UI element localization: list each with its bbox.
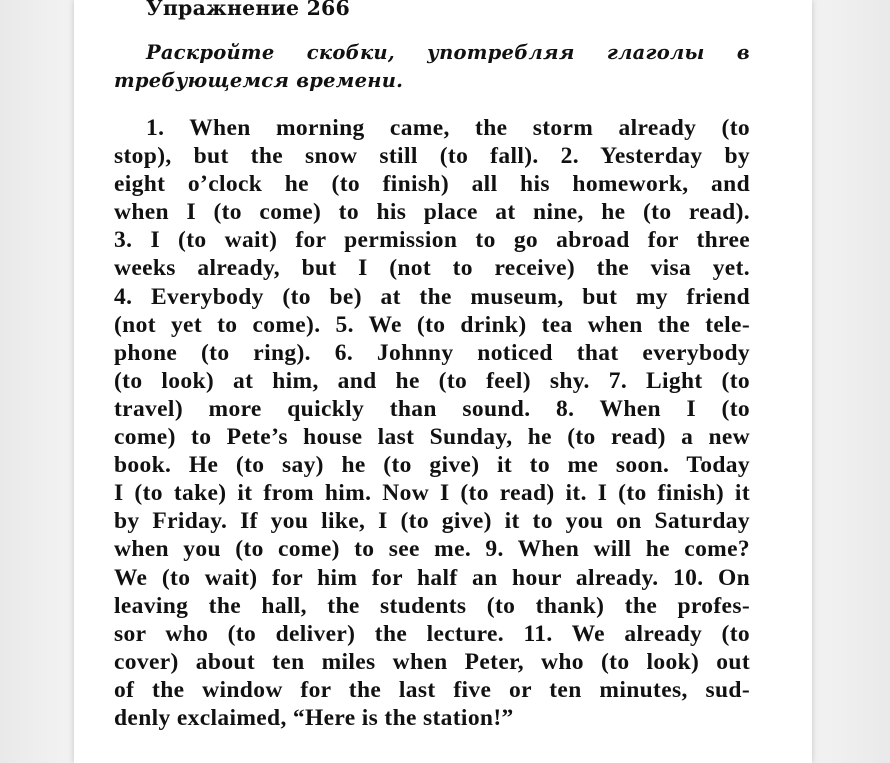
exercise-line: (to look) at him, and he (to feel) shy. 7. Light (to	[114, 367, 750, 394]
exercise-body	[114, 114, 750, 732]
exercise-line: (not yet to come). 5. We (to drink) tea when the tele-	[114, 311, 750, 338]
exercise-line: phone (to ring). 6. Johnny noticed that everybody	[114, 339, 750, 366]
exercise-line: 1. When morning came, the storm already (to	[146, 115, 750, 141]
exercise-line: denly exclaimed, “Here is the station!”	[114, 704, 514, 731]
exercise-line: leaving the hall, the students (to thank) the profes-	[114, 592, 750, 619]
exercise-line: come) to Pete’s house last Sunday, he (to read) a new	[114, 424, 750, 451]
exercise-line: We (to wait) for him for half an hour already. 10. On	[114, 564, 750, 591]
exercise-line: stop), but the snow still (to fall). 2. Yesterday by	[114, 143, 750, 170]
exercise-line: 3. I (to wait) for permission to go abroad for three	[114, 227, 750, 254]
exercise-line: eight o’clock he (to finish) all his homework, and	[114, 171, 750, 198]
exercise-line: cover) about ten miles when Peter, who (to look) out	[114, 648, 750, 675]
exercise-line: by Friday. If you like, I (to give) it to you on Saturday	[114, 508, 750, 535]
exercise-line: 4. Everybody (to be) at the museum, but my friend	[114, 283, 750, 310]
exercise-line: I (to take) it from him. Now I (to read) it. I (to finish) it	[114, 480, 750, 507]
exercise-title: Упражнение 266	[146, 0, 350, 20]
document-page	[74, 0, 812, 763]
exercise-line: travel) more quickly than sound. 8. When I (to	[114, 395, 750, 422]
exercise-instructions: Раскройте скобки, употребляя глаголы в требующемся времени.	[114, 41, 750, 92]
exercise-line: book. He (to say) he (to give) it to me soon. Today	[114, 452, 750, 479]
exercise-line: when I (to come) to his place at nine, he (to read).	[114, 199, 750, 226]
exercise-line: of the window for the last five or ten minutes, sud-	[114, 676, 750, 703]
exercise-line: weeks already, but I (not to receive) the visa yet.	[114, 255, 750, 282]
exercise-line: sor who (to deliver) the lecture. 11. We already (to	[114, 620, 750, 647]
exercise-line: when you (to come) to see me. 9. When will he come?	[114, 536, 750, 563]
